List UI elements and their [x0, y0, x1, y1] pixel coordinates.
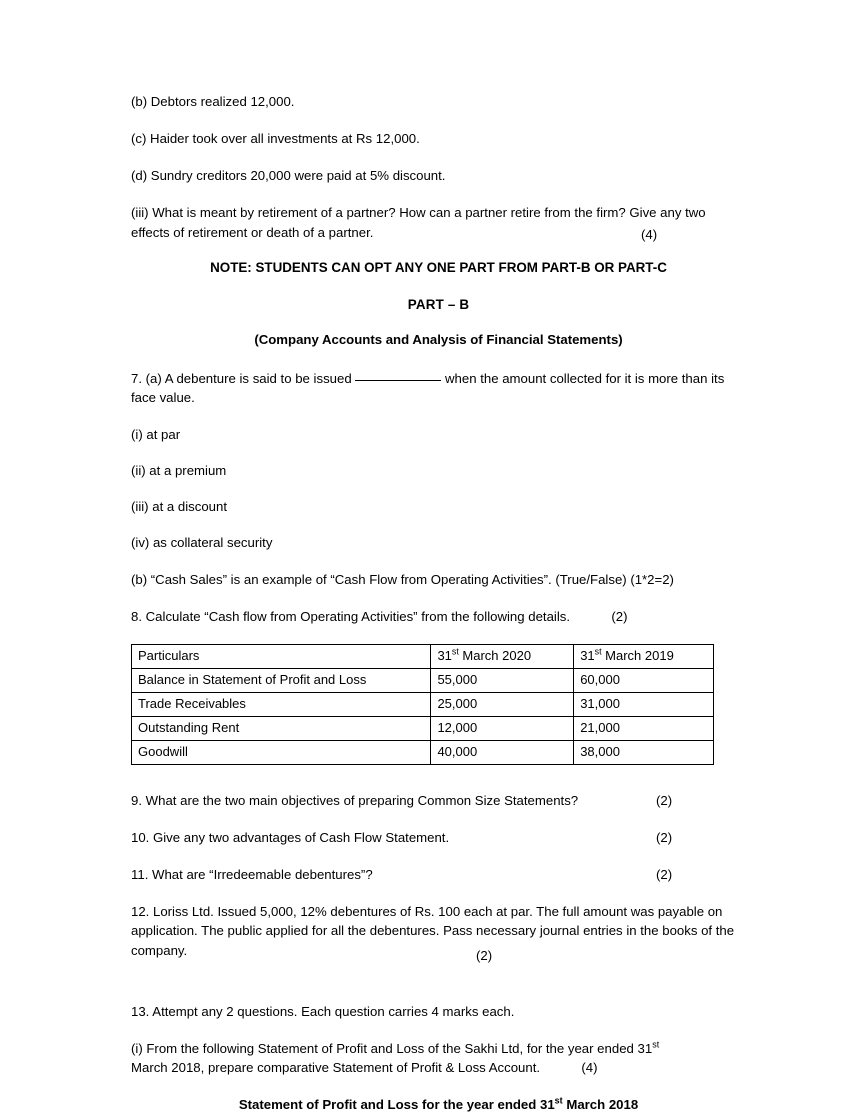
note-opt-part: NOTE: STUDENTS CAN OPT ANY ONE PART FROM PART-B OR PART-C [210, 259, 667, 275]
question-11 [131, 865, 746, 884]
cell-2019: 60,000 [574, 668, 714, 692]
cash-flow-table [131, 644, 714, 765]
cell-particulars: Goodwill [132, 740, 431, 764]
cell-2020: 55,000 [431, 668, 574, 692]
question-11-marks: (2) [656, 867, 673, 883]
table-row [132, 716, 714, 740]
cell-2020: 40,000 [431, 740, 574, 764]
cell-particulars: Outstanding Rent [132, 716, 431, 740]
cell-2019: 21,000 [574, 716, 714, 740]
question-8-marks: (2) [611, 608, 628, 624]
statement-heading [131, 1095, 746, 1114]
question-12-marks: (2) [476, 948, 493, 964]
question-9 [131, 791, 746, 810]
question-13i-line2: March 2018, prepare comparative Statement of Profit & Loss Account. [131, 1059, 541, 1075]
spacer [131, 978, 746, 1002]
question-13i-marks: (4) [581, 1059, 598, 1075]
part-b-heading: PART – B [407, 296, 470, 312]
item-c-haider: (c) Haider took over all investments at Rs 12,000. [131, 131, 420, 147]
question-13i-line1: (i) From the following Statement of Profit and Loss of the Sakhi Ltd, for the year ended 31 [131, 1040, 653, 1056]
question-10-marks: (2) [656, 829, 673, 845]
cell-particulars: Balance in Statement of Profit and Loss [132, 668, 431, 692]
cell-2020: 25,000 [431, 692, 574, 716]
cell-2019: 31,000 [574, 692, 714, 716]
statement-heading-ordinal: st [554, 1095, 563, 1106]
question-11-text: 11. What are “Irredeemable debentures”? [131, 867, 373, 883]
question-iii-marks: (4) [641, 227, 658, 243]
question-8 [131, 607, 746, 626]
question-7a-post: when the amount collected for it is more than its face value. [131, 370, 725, 405]
question-12 [131, 902, 746, 964]
question-iii-text: (iii) What is meant by retirement of a partner? How can a partner retire from the firm? Give any two effects of retirement or death of a partner. [131, 205, 706, 240]
option-iii: (iii) at a discount [131, 499, 228, 515]
question-13-i [131, 1039, 746, 1077]
item-d-sundry: (d) Sundry creditors 20,000 were paid at 5% discount. [131, 168, 446, 184]
question-9-marks: (2) [656, 792, 673, 808]
question-7a [131, 369, 746, 407]
table-header-row [132, 644, 714, 668]
question-7b: (b) “Cash Sales” is an example of “Cash Flow from Operating Activities”. (True/False) (1*2=2) [131, 571, 674, 587]
question-12-text: 12. Loriss Ltd. Issued 5,000, 12% debentures of Rs. 100 each at par. The full amount was payable on application. The public applied for all the debentures. Pass necessary journal entries in the books of the company. [131, 904, 735, 958]
column-header-particulars: Particulars [132, 644, 431, 668]
table-row [132, 692, 714, 716]
cell-2019: 38,000 [574, 740, 714, 764]
cell-2020: 12,000 [431, 716, 574, 740]
part-b-subheading: (Company Accounts and Analysis of Financial Statements) [254, 331, 623, 347]
statement-heading-post: March 2018 [566, 1097, 639, 1113]
question-8-text: 8. Calculate “Cash flow from Operating Activities” from the following details. [131, 608, 571, 624]
question-10-text: 10. Give any two advantages of Cash Flow Statement. [131, 829, 450, 845]
table-row [132, 740, 714, 764]
question-13: 13. Attempt any 2 questions. Each question carries 4 marks each. [131, 1003, 515, 1019]
question-13i-ordinal: st [652, 1039, 660, 1050]
column-header-2020: 31st March 2020 [431, 644, 574, 668]
table-row [132, 668, 714, 692]
fill-in-blank [355, 380, 441, 381]
question-iii-retirement [131, 203, 746, 241]
statement-heading-pre: Statement of Profit and Loss for the year ended 31 [238, 1097, 555, 1113]
option-ii: (ii) at a premium [131, 463, 227, 479]
question-7a-pre: 7. (a) A debenture is said to be issued [131, 370, 352, 386]
question-10 [131, 828, 746, 847]
question-9-text: 9. What are the two main objectives of preparing Common Size Statements? [131, 792, 579, 808]
option-i: (i) at par [131, 426, 181, 442]
option-iv: (iv) as collateral security [131, 535, 273, 551]
cell-particulars: Trade Receivables [132, 692, 431, 716]
column-header-2019: 31st March 2019 [574, 644, 714, 668]
item-b-debtors: (b) Debtors realized 12,000. [131, 94, 295, 109]
